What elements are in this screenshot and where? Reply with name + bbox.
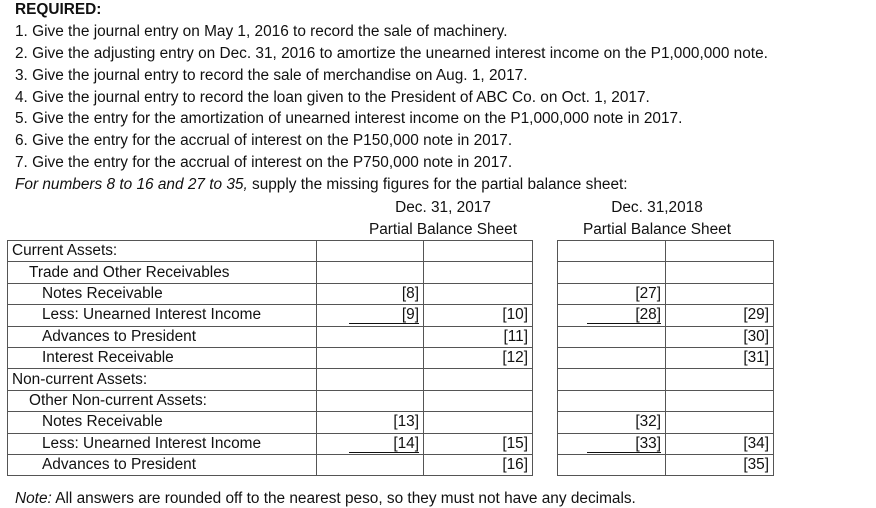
answer-blank-11: [11]	[424, 326, 533, 347]
cell-2018-col1	[558, 326, 666, 347]
cell-2017-col1	[317, 305, 424, 326]
cell-2018-col1	[558, 369, 666, 390]
table-row	[558, 283, 774, 304]
row-label: Current Assets:	[8, 241, 317, 262]
cell-2018-col2	[666, 283, 774, 304]
cell-2017-col1	[317, 369, 424, 390]
table-row	[558, 412, 774, 433]
table-row	[558, 347, 774, 368]
answer-blank-34: [34]	[666, 433, 774, 454]
cell-2018-col1	[558, 433, 666, 454]
cell-2017-col1	[317, 347, 424, 368]
footer-note	[15, 490, 636, 508]
answer-blank-35: [35]	[666, 454, 774, 475]
table-row	[8, 347, 533, 368]
cell-2018-col1	[558, 390, 666, 411]
answer-blank-13: [13]	[317, 412, 424, 433]
row-label: Other Non-current Assets:	[8, 390, 317, 411]
note-text: All answers are rounded off to the nearest peso, so they must not have any decimals.	[51, 490, 636, 507]
answer-blank-12: [12]	[424, 347, 533, 368]
answer-blank-15: [15]	[424, 433, 533, 454]
table-row	[558, 433, 774, 454]
instruction-rest: supply the missing figures for the partial balance sheet:	[247, 176, 628, 193]
table-row	[558, 390, 774, 411]
cell-2017-col2	[424, 283, 533, 304]
header-2017-title: Partial Balance Sheet	[368, 221, 517, 238]
cell-2018-col1	[558, 347, 666, 368]
table-row	[8, 262, 533, 283]
required-item-6: 6. Give the entry for the accrual of interest on the P150,000 note in 2017.	[15, 132, 513, 149]
required-item-7: 7. Give the entry for the accrual of interest on the P750,000 note in 2017.	[15, 154, 513, 171]
row-label: Advances to President	[8, 454, 317, 475]
cell-2017-col1	[317, 326, 424, 347]
cell-2018-col1	[558, 454, 666, 475]
row-label: Trade and Other Receivables	[8, 262, 317, 283]
cell-2018-col1	[558, 262, 666, 283]
answer-blank-9: [9]	[349, 307, 419, 324]
required-title: REQUIRED:	[15, 1, 102, 18]
table-row	[558, 454, 774, 475]
table-row	[558, 305, 774, 326]
cell-2017-col2	[424, 412, 533, 433]
balance-sheet-2017-table	[7, 240, 533, 476]
row-label: Interest Receivable	[8, 347, 317, 368]
required-item-5: 5. Give the entry for the amortization of unearned interest income on the P1,000,000 note in 2017.	[15, 110, 683, 127]
table-row	[558, 369, 774, 390]
cell-2018-col1	[558, 305, 666, 326]
table-row	[8, 454, 533, 475]
row-label: Notes Receivable	[8, 412, 317, 433]
cell-2018-col2	[666, 390, 774, 411]
cell-2017-col1	[317, 390, 424, 411]
required-item-3: 3. Give the journal entry to record the sale of merchandise on Aug. 1, 2017.	[15, 67, 528, 84]
note-label: Note:	[15, 490, 52, 507]
row-label: Advances to President	[8, 326, 317, 347]
row-label: Less: Unearned Interest Income	[8, 305, 317, 326]
table-row	[8, 305, 533, 326]
cell-2017-col1	[317, 262, 424, 283]
answer-blank-16: [16]	[424, 454, 533, 475]
table-row	[8, 390, 533, 411]
cell-2018-col2	[666, 369, 774, 390]
cell-2017-col2	[424, 369, 533, 390]
answer-blank-32: [32]	[558, 412, 666, 433]
instruction-italic: For numbers 8 to 16 and 27 to 35,	[15, 176, 248, 193]
answer-blank-27: [27]	[558, 283, 666, 304]
table-row	[8, 283, 533, 304]
table-row	[8, 241, 533, 262]
balance-sheet-2018-table	[557, 240, 774, 476]
cell-2017-col2	[424, 390, 533, 411]
cell-2017-col1	[317, 241, 424, 262]
row-label: Non-current Assets:	[8, 369, 317, 390]
header-2018-title: Partial Balance Sheet	[582, 221, 731, 238]
required-item-4: 4. Give the journal entry to record the loan given to the President of ABC Co. on Oct. 1, 2017.	[15, 89, 650, 106]
row-label: Notes Receivable	[8, 283, 317, 304]
table-row	[558, 241, 774, 262]
row-label: Less: Unearned Interest Income	[8, 433, 317, 454]
required-item-1: 1. Give the journal entry on May 1, 2016 to record the sale of machinery.	[15, 23, 508, 40]
header-2018-date: Dec. 31,2018	[611, 199, 703, 216]
table-row	[558, 262, 774, 283]
cell-2017-col1	[317, 454, 424, 475]
cell-2017-col1	[317, 433, 424, 454]
answer-blank-29: [29]	[666, 305, 774, 326]
answer-blank-10: [10]	[424, 305, 533, 326]
answer-blank-33: [33]	[587, 436, 661, 453]
cell-2018-col2	[666, 241, 774, 262]
cell-2018-col2	[666, 262, 774, 283]
table-row	[558, 326, 774, 347]
table-row	[8, 412, 533, 433]
required-item-2: 2. Give the adjusting entry on Dec. 31, 2016 to amortize the unearned interest income on the P1,000,000 note.	[15, 45, 768, 62]
answer-blank-31: [31]	[666, 347, 774, 368]
cell-2018-col1	[558, 241, 666, 262]
cell-2018-col2	[666, 412, 774, 433]
table-row	[8, 369, 533, 390]
answer-blank-30: [30]	[666, 326, 774, 347]
answer-blank-28: [28]	[587, 307, 661, 324]
instruction-line	[15, 176, 628, 194]
answer-blank-8: [8]	[317, 283, 424, 304]
table-row	[8, 326, 533, 347]
answer-blank-14: [14]	[349, 436, 419, 453]
cell-2017-col2	[424, 241, 533, 262]
header-2017-date: Dec. 31, 2017	[395, 199, 491, 216]
table-row	[8, 433, 533, 454]
cell-2017-col2	[424, 262, 533, 283]
